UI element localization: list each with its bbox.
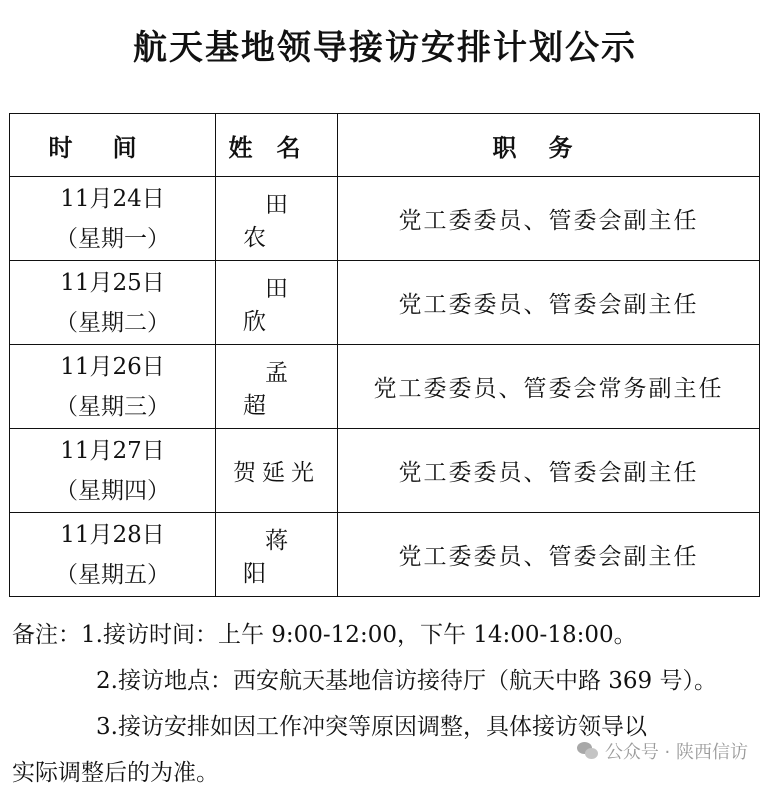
table-row <box>10 513 760 597</box>
position-cell <box>338 261 760 345</box>
weekday: （星期一） <box>55 225 170 252</box>
header-time <box>10 114 216 177</box>
time-cell <box>10 177 216 261</box>
visit-schedule-table <box>9 113 760 597</box>
position-cell <box>338 177 760 261</box>
header-time-label: 时间 <box>48 133 177 162</box>
weekday: （星期五） <box>55 561 170 588</box>
wechat-icon <box>577 742 599 760</box>
note-visit-time: 备注：1.接访时间：上午 9:00-12:00，下午 14:00-18:00。 <box>12 622 637 648</box>
leader-position: 党工委委员、管委会副主任 <box>398 544 699 570</box>
note-visit-location: 2.接访地点：西安航天基地信访接待厅（航天中路 369 号）。 <box>96 668 717 694</box>
date: 11月28日 <box>60 521 165 548</box>
name-cell <box>216 177 338 261</box>
leader-name: 田欣 <box>243 275 332 335</box>
name-cell <box>216 261 338 345</box>
header-name <box>216 114 338 177</box>
note-adjustment: 3.接访安排如因工作冲突等原因调整，具体接访领导以 <box>96 714 647 740</box>
page-title: 航天基地领导接访安排计划公示 <box>133 28 637 68</box>
position-cell <box>338 345 760 429</box>
table-row <box>10 177 760 261</box>
table-row <box>10 345 760 429</box>
date: 11月26日 <box>60 353 165 380</box>
time-cell <box>10 261 216 345</box>
watermark <box>577 738 748 764</box>
leader-name: 蒋阳 <box>243 527 332 587</box>
header-position <box>338 114 760 177</box>
note-adjustment-cont: 实际调整后的为准。 <box>12 760 219 786</box>
date: 11月25日 <box>60 269 165 296</box>
position-cell <box>338 513 760 597</box>
name-cell <box>216 345 338 429</box>
name-cell <box>216 513 338 597</box>
weekday: （星期四） <box>55 477 170 504</box>
weekday: （星期三） <box>55 393 170 420</box>
leader-position: 党工委委员、管委会副主任 <box>398 208 699 234</box>
table-row <box>10 261 760 345</box>
weekday: （星期二） <box>55 309 170 336</box>
leader-position: 党工委委员、管委会副主任 <box>398 460 699 486</box>
header-position-label: 职务 <box>492 133 605 162</box>
table-row <box>10 429 760 513</box>
leader-position: 党工委委员、管委会副主任 <box>398 292 699 318</box>
position-cell <box>338 429 760 513</box>
watermark-text: 公众号 · 陕西信访 <box>604 742 748 763</box>
name-cell <box>216 429 338 513</box>
header-name-label: 姓名 <box>228 133 325 162</box>
leader-name: 孟超 <box>243 359 332 419</box>
time-cell <box>10 513 216 597</box>
leader-name: 贺延光 <box>233 460 320 486</box>
date: 11月27日 <box>60 437 165 464</box>
time-cell <box>10 345 216 429</box>
time-cell <box>10 429 216 513</box>
date: 11月24日 <box>60 185 165 212</box>
notes-section <box>12 612 757 796</box>
leader-name: 田农 <box>243 191 332 251</box>
table-header-row <box>10 114 760 177</box>
leader-position: 党工委委员、管委会常务副主任 <box>373 376 724 402</box>
